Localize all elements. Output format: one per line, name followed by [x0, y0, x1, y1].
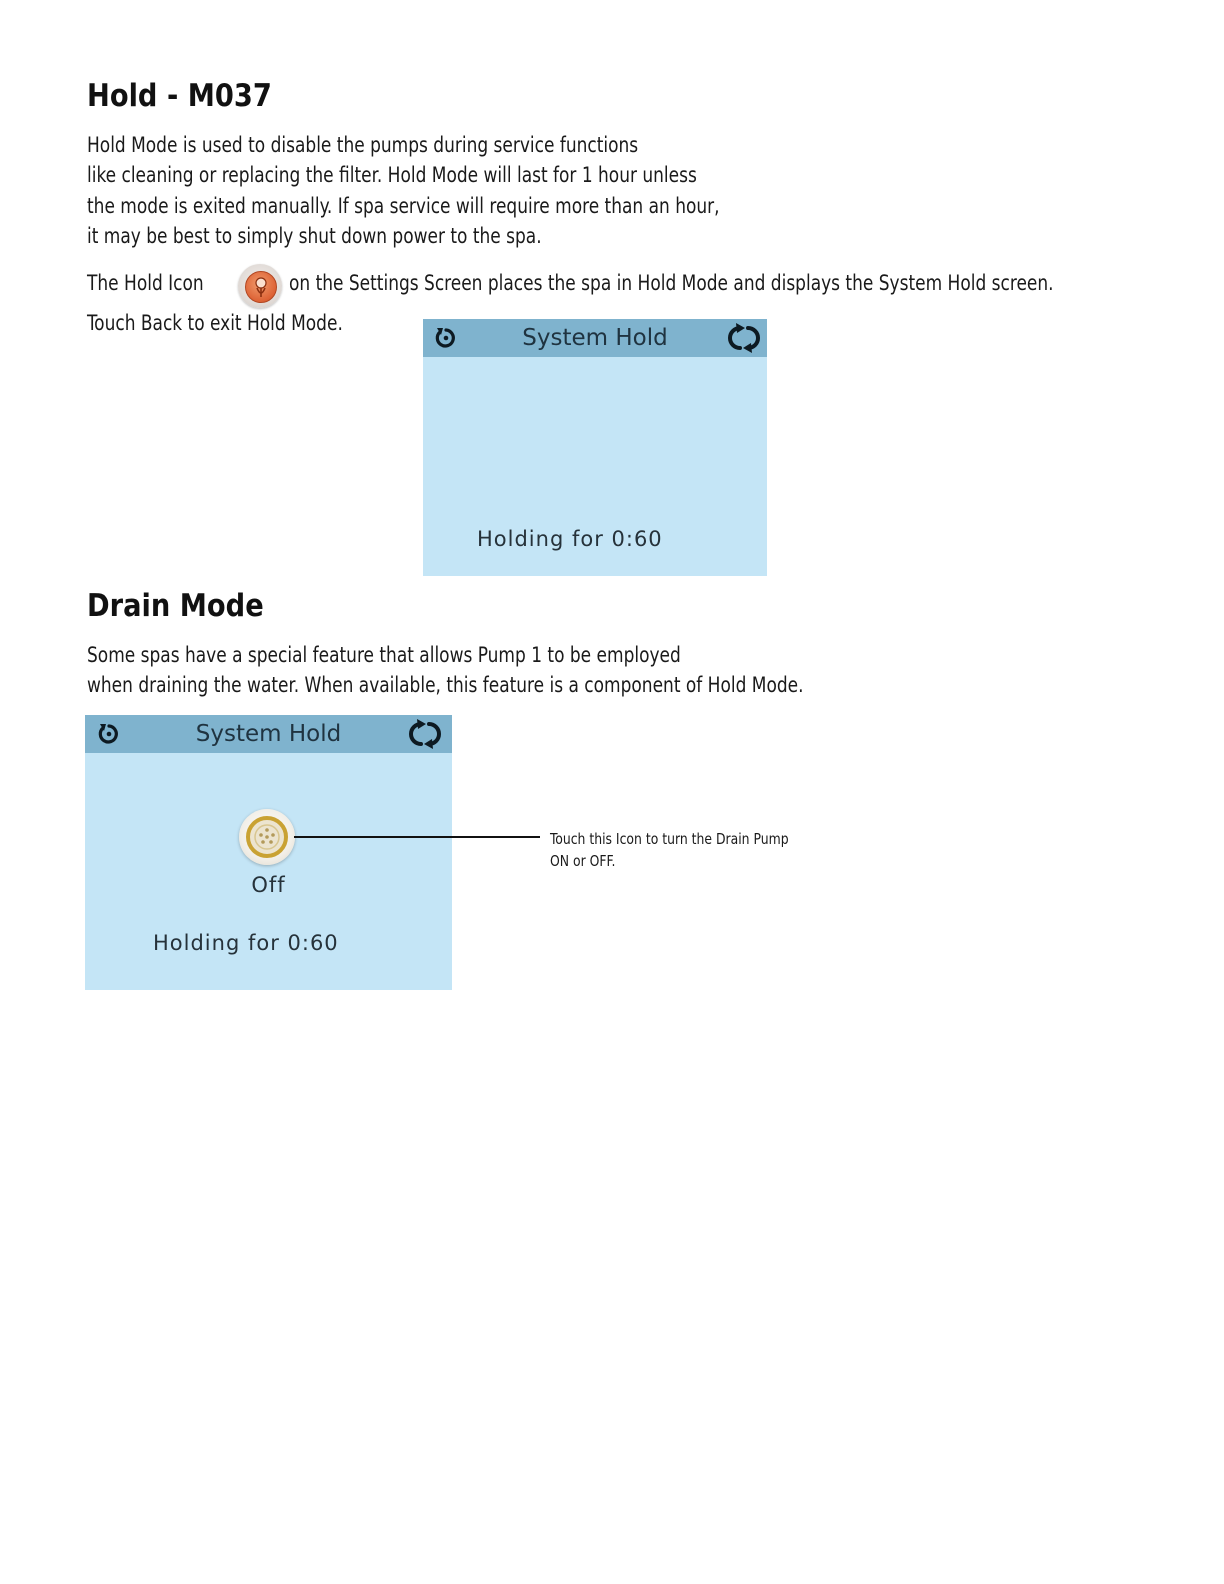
drain-paragraph [87, 640, 883, 701]
hold-timer: Holding for 0:60 [477, 527, 663, 551]
drain-callout [550, 828, 809, 872]
hold-paragraph [87, 130, 790, 251]
system-hold-screen [423, 319, 767, 576]
hold-icon-line-after: on the Settings Screen places the spa in Hold Mode and displays the System Hold screen. [289, 271, 1054, 295]
refresh-icon[interactable] [408, 719, 442, 749]
hold-timer: Holding for 0:60 [153, 931, 339, 955]
callout-line: Touch this Icon to turn the Drain Pump [550, 830, 789, 848]
drain-state: Off [251, 873, 286, 897]
drain-icon [245, 815, 289, 859]
screen-header [423, 319, 767, 357]
hold-paragraph-line: it may be best to simply shut down power to the spa. [87, 223, 542, 248]
hold-icon-line-before: The Hold Icon [87, 271, 204, 295]
callout-leader-line [294, 836, 540, 838]
drain-paragraph-line: Some spas have a special feature that allows Pump 1 to be employed [87, 643, 681, 667]
hold-back-line: Touch Back to exit Hold Mode. [87, 311, 343, 335]
drain-heading: Drain Mode [87, 588, 264, 624]
callout-line: ON or OFF. [550, 852, 616, 870]
hold-heading: Hold - M037 [87, 78, 272, 114]
hand-icon [246, 272, 276, 302]
refresh-icon[interactable] [727, 323, 761, 353]
drain-pump-button[interactable] [239, 809, 295, 865]
system-hold-drain-screen [85, 715, 452, 990]
hold-paragraph-line: the mode is exited manually. If spa service will require more than an hour, [87, 193, 720, 218]
screen-header [85, 715, 452, 753]
hold-paragraph-line: Hold Mode is used to disable the pumps during service functions [87, 133, 639, 157]
hold-icon-face [245, 271, 277, 303]
screen-title: System Hold [522, 325, 668, 351]
screen-title: System Hold [195, 721, 342, 747]
hold-icon[interactable] [238, 264, 282, 308]
hold-paragraph-line: like cleaning or replacing the filter. Hold Mode will last for 1 hour unless [87, 163, 697, 188]
drain-paragraph-line: when draining the water. When available, this feature is a component of Hold Mode. [87, 673, 804, 698]
